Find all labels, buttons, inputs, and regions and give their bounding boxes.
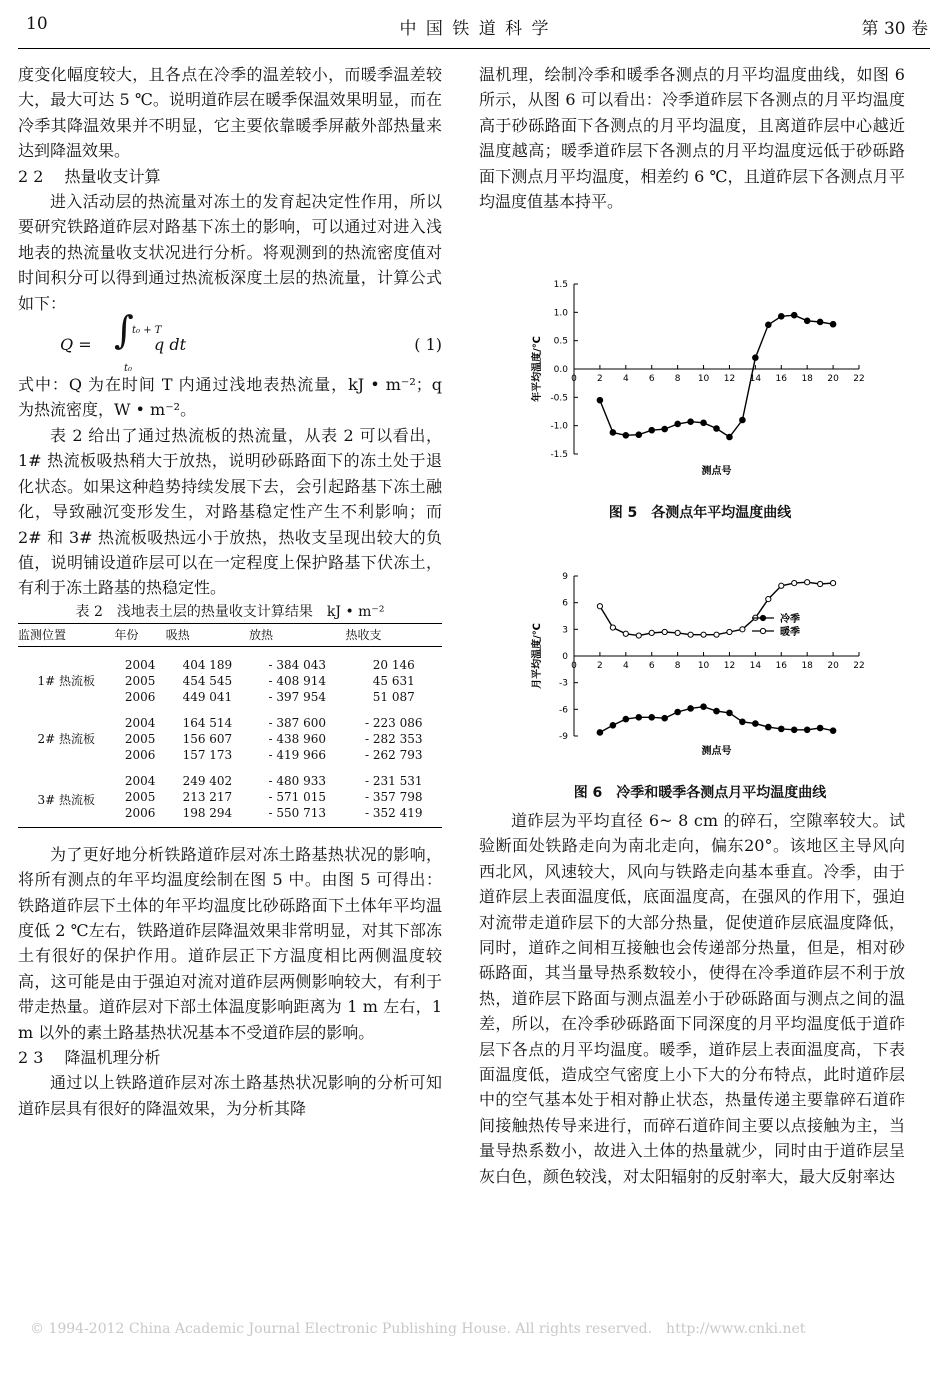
data-point (766, 724, 772, 730)
table-cell: - 550 713 (249, 805, 345, 828)
data-point (623, 716, 629, 722)
paragraph: 通过以上铁路道砟层对冻土路基热状况影响的分析可知道砟层具有很好的降温效果，为分析其降 (18, 1073, 442, 1118)
figure-6-caption: 图 6 冷季和暖季各测点月平均温度曲线 (573, 785, 827, 801)
data-point (714, 426, 720, 432)
data-point (805, 580, 810, 585)
data-point (649, 630, 654, 635)
table-cell: - 419 966 (268, 747, 326, 762)
data-point (766, 322, 772, 328)
data-point (778, 726, 784, 732)
data-point (662, 426, 668, 432)
x-tick-label: 16 (775, 374, 787, 384)
data-point (636, 715, 642, 721)
y-tick-label: 1.0 (553, 308, 568, 319)
monitor-location: 3# 热流板 (18, 763, 115, 828)
x-tick-label: 16 (775, 661, 787, 671)
table-cell: 198 294 (166, 805, 249, 828)
data-point (818, 581, 823, 586)
table-cell: - 384 043 (268, 657, 326, 672)
column-header: 吸热 (166, 623, 249, 646)
table-cell: 404 189 (182, 657, 233, 672)
data-point (740, 627, 745, 632)
table-cell: 2004 (124, 773, 156, 788)
data-point (636, 633, 641, 638)
figure-5-caption: 图 5 各测点年平均温度曲线 (608, 505, 792, 521)
table-cell: 249 402 (182, 773, 233, 788)
x-tick-label: 14 (749, 374, 762, 384)
x-tick-label: 2 (597, 374, 603, 384)
data-point (817, 319, 823, 325)
data-point (753, 721, 759, 727)
x-tick-label: 8 (674, 374, 681, 384)
data-point (740, 719, 746, 725)
figure-5-chart (512, 274, 892, 494)
column-header: 监测位置 (18, 623, 115, 646)
x-axis-label: 测点号 (701, 466, 732, 477)
table-cell: 51 087 (372, 689, 415, 704)
data-point (701, 704, 707, 710)
data-point (804, 318, 810, 324)
table-cell: 2005 (124, 731, 156, 746)
table-cell: 20 146 (372, 657, 415, 672)
y-tick-label: 0.0 (553, 365, 568, 375)
y-tick-label: 9 (562, 572, 568, 582)
legend-label: 冷季 (780, 614, 800, 625)
section-heading: 2 2 热量收支计算 (18, 166, 161, 186)
data-point (778, 314, 784, 320)
data-point (817, 725, 823, 731)
y-tick-label: 0 (562, 652, 568, 662)
data-point (701, 632, 706, 637)
data-point (597, 604, 602, 609)
series-line-1 (600, 315, 833, 437)
paragraph: 为了更好地分析铁路道砟层对冻土路基热状况的影响，将所有测点的年平均温度绘制在图 5 中。由图 5 可得出：铁路道砟层下土体的年平均温度比砂砾路面下土体年平均温度低 2 ℃左右，铁路道砟层降温效果非常明显，对其下部冻土有很好的保护作用。道砟层正下方温度相比两侧温度较高，这可能是由于强迫对流对道砟层两侧影响较大，有利于带走热量。道砟层对下部土体温度影响距离为 1 m 左右，1 m 以外的素土路基热状况基本不受道砟层的影响。 (18, 844, 442, 1042)
data-point (636, 432, 642, 438)
table-cell: - 223 086 (364, 715, 423, 730)
paragraph: 温机理，绘制冷季和暖季各测点的月平均温度曲线，如图 6 所示，从图 6 可以看出：冷季道砟层下各测点的月平均温度高于砂砾路面下各测点的月平均温度，且离道砟层中心越近温度越高；暖季道砟层下各测点的月平均温度远低于砂砾路面下测点月平均温度，相差约 6 ℃，且道砟层下各测点月平均温度值基本持平。 (479, 65, 905, 212)
journal-title: 中 国 铁 道 科 学 (399, 19, 551, 39)
data-point (688, 419, 694, 425)
table-caption: 表 2 浅地表土层的热量收支计算结果 kJ • m⁻² (75, 603, 385, 620)
data-point (727, 629, 732, 634)
table-cell: - 480 933 (268, 773, 326, 788)
data-point (714, 632, 719, 637)
x-tick-label: 2 (597, 661, 603, 671)
data-point (830, 728, 836, 734)
table-cell: 454 545 (182, 673, 233, 688)
y-tick-label: -0.5 (550, 393, 568, 404)
column-header: 热收支 (345, 623, 442, 646)
figure-6-chart (512, 566, 892, 776)
data-point (830, 581, 835, 586)
table-cell: - 262 793 (364, 747, 423, 762)
data-point (791, 727, 797, 733)
x-tick-label: 20 (827, 374, 839, 384)
legend-marker (760, 615, 765, 620)
y-axis-label: 月平均温度/℃ (532, 623, 543, 689)
table-header-row (18, 623, 442, 646)
data-point (649, 715, 655, 721)
column-header: 年份 (115, 623, 166, 646)
table-cell: 2004 (124, 657, 156, 672)
copyright-footer: © 1994-2012 China Academic Journal Electronic Publishing House. All rights reserved. http://www.cnki.net (30, 1321, 806, 1337)
equation-number: ( 1) (414, 335, 442, 355)
table-cell: - 357 798 (364, 789, 423, 804)
data-point (714, 708, 720, 714)
table-cell: 449 041 (182, 689, 233, 704)
table-row (18, 763, 442, 789)
table-cell: - 282 353 (364, 731, 423, 746)
right-column-top (479, 62, 905, 214)
x-tick-label: 12 (723, 374, 736, 384)
data-point (779, 583, 784, 588)
x-tick-label: 10 (697, 374, 710, 384)
table-cell: - 352 419 (345, 805, 442, 828)
data-point (766, 597, 771, 602)
paragraph: 进入活动层的热流量对冻土的发育起决定性作用，所以要研究铁路道砟层对路基下冻土的影响，可以通过对进入浅地表的热流量收支状况进行分析。将观测到的热流密度值对时间积分可以得到通过热流板深度土层的热流量，计算公式如下： (18, 192, 442, 313)
data-point (662, 629, 667, 634)
data-point (740, 417, 746, 423)
column-header: 放热 (249, 623, 345, 646)
data-point (675, 421, 681, 427)
data-point (688, 706, 694, 712)
y-tick-label: 6 (562, 598, 568, 609)
y-tick-label: -1.0 (550, 421, 568, 432)
data-point (597, 730, 603, 736)
monitor-location: 2# 热流板 (37, 731, 95, 746)
data-point (701, 420, 707, 426)
x-tick-label: 12 (723, 661, 736, 671)
left-column (18, 62, 442, 1121)
table-cell: 2006 (124, 747, 156, 762)
y-tick-label: -3 (559, 678, 568, 689)
legend-label: 暖季 (780, 627, 800, 638)
paragraph: 道砟层为平均直径 6~ 8 cm 的碎石，空隙率较大。试验断面处铁路走向为南北走向，偏东20°。该地区主导风向西北风，风速较大，风向与铁路走向基本垂直。冷季，由于道砟层上表面温度低，底面温度高，在强风的作用下，强迫对流带走道砟层下的大部分热量，促使道砟层底温度降低，同时，道砟之间相互接触也会传递部分热量，但是，相对砂砾路面，其当量导热系数较小，使得在冷季道砟层不利于放热，道砟层下路面与测点温差小于砂砾路面与测点之间的温差，所以，在冷季砂砾路面下同深度的月平均温度低于道砟层下各点的月平均温度。暖季，道砟层上表面温度高，下表面温度低，造成空气密度上小下大的分布特点，此时道砟层中的空气基本处于相对静止状态，热量传递主要靠碎石道砟间接触热传导来进行，而碎石道砟间主要以点接触为主，当量导热系数小，故进入土体的热量就少，同时由于道砟层呈灰白色，颜色较浅，对太阳辐射的反射率大，最大反射率达 (479, 811, 905, 1186)
x-axis-label: 测点号 (701, 746, 732, 757)
x-tick-label: 6 (648, 661, 655, 671)
y-tick-label: 0.5 (553, 336, 568, 347)
data-point (610, 430, 616, 436)
x-tick-label: 4 (622, 374, 629, 384)
table-cell: 45 631 (372, 673, 415, 688)
integrand: q dt (154, 335, 186, 355)
y-axis-label: 年平均温度/℃ (532, 336, 543, 402)
table-cell: 2006 (124, 689, 156, 704)
table-cell: 157 173 (182, 747, 233, 762)
integral-upper-limit: t₀ + T (132, 325, 162, 337)
y-tick-label: -9 (559, 732, 568, 742)
x-tick-label: 4 (622, 661, 629, 671)
data-point (610, 625, 615, 630)
data-point (649, 427, 655, 433)
paragraph: 表 2 给出了通过热流板的热流量，从表 2 可以看出，1# 热流板吸热稍大于放热，说明砂砾路面下的冻土处于退化状态。如果这种趋势持续发展下去，会引起路基下冻土融化，导致融沉变形发生，对路基稳定性产生不利影响；而 2# 和 3# 热流板吸热远小于放热，热收支呈现出较大的负值，说明铺设道砟层可以在一定程度上保护路基下伏冻土，有利于冻土路基的热稳定性。 (18, 425, 442, 598)
volume-label: 第 30 卷 (861, 19, 928, 39)
table-cell: 156 607 (182, 731, 233, 746)
table-cell: - 387 600 (268, 715, 326, 730)
integral-lower-limit: t₀ (124, 363, 133, 375)
x-tick-label: 18 (801, 374, 813, 384)
data-point (753, 355, 759, 361)
data-point (623, 631, 628, 636)
x-tick-label: 20 (827, 661, 839, 671)
data-point (662, 715, 668, 721)
x-tick-label: 14 (749, 661, 762, 671)
x-tick-label: 6 (648, 374, 655, 384)
y-tick-label: -6 (559, 705, 568, 716)
header-rule (18, 48, 930, 49)
data-point (597, 397, 603, 403)
table-cell: - 408 914 (268, 673, 326, 688)
data-point (727, 710, 733, 716)
paragraph: 式中：Q 为在时间 T 内通过浅地表热流量，kJ • m⁻²；q 为热流密度，W • m⁻²。 (18, 375, 442, 420)
x-tick-label: 18 (801, 661, 813, 671)
data-point (610, 723, 616, 729)
section-heading: 2 3 降温机理分析 (18, 1047, 161, 1067)
table-cell: 164 514 (182, 715, 233, 730)
x-tick-label: 0 (571, 374, 577, 384)
data-point (830, 321, 836, 327)
table-cell: 2004 (124, 715, 156, 730)
table-cell: 2005 (124, 789, 156, 804)
data-point (623, 433, 629, 439)
table-cell: - 231 531 (364, 773, 423, 788)
integral-sign: ∫ (114, 308, 134, 353)
heat-budget-table (18, 623, 442, 828)
table-row (18, 646, 442, 673)
data-point (727, 434, 733, 440)
page-number: 10 (26, 14, 48, 34)
equation (18, 308, 442, 375)
right-column-bottom (479, 808, 905, 1189)
x-tick-label: 8 (674, 661, 681, 671)
legend-marker (760, 628, 765, 633)
table-cell: 2005 (124, 673, 156, 688)
x-tick-label: 10 (697, 661, 710, 671)
data-point (791, 312, 797, 318)
table-cell: - 438 960 (268, 731, 326, 746)
x-tick-label: 22 (853, 374, 865, 384)
data-point (675, 630, 680, 635)
y-tick-label: -1.5 (550, 450, 568, 460)
data-point (688, 632, 693, 637)
table-cell: - 397 954 (268, 689, 326, 704)
x-tick-label: 22 (853, 661, 865, 671)
x-tick-label: 0 (571, 661, 577, 671)
paragraph: 度变化幅度较大，且各点在冷季的温差较小，而暖季温差较大，最大可达 5 ℃。说明道砟层在暖季保温效果明显，而在冷季其降温效果并不明显，它主要依靠暖季屏蔽外部热量来达到降温效果。 (18, 65, 442, 161)
table-cell: 213 217 (182, 789, 233, 804)
table-row (18, 705, 442, 731)
monitor-location: 1# 热流板 (37, 673, 95, 688)
y-tick-label: 1.5 (553, 280, 568, 290)
table-cell: 2006 (115, 805, 166, 828)
table-cell: - 571 015 (268, 789, 326, 804)
data-point (675, 709, 681, 715)
y-tick-label: 3 (562, 625, 568, 636)
data-point (804, 727, 810, 733)
equation-lhs: Q = (60, 335, 92, 355)
data-point (792, 581, 797, 586)
